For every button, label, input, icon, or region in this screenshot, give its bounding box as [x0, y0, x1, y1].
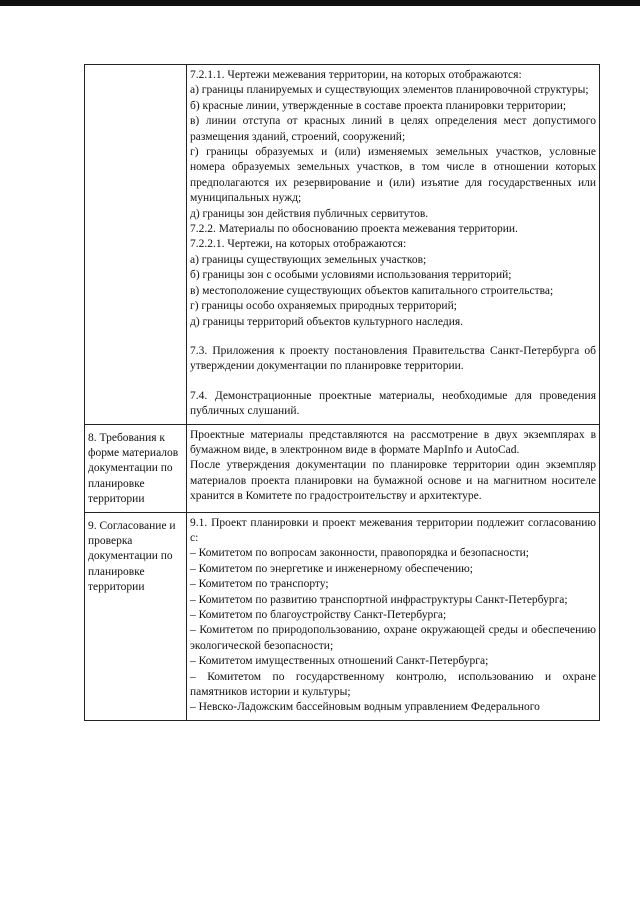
row-content [187, 512, 600, 720]
paragraph: – Комитетом по энергетике и инженерному обеспечению; [190, 562, 473, 575]
paragraph: а) границы планируемых и существующих элементов планировочной структуры; [190, 84, 589, 97]
paragraph: – Комитетом по природопользованию, охране окружающей среды и обеспечению экологической безопасности; [190, 624, 596, 652]
paragraph: 7.4. Демонстрационные проектные материалы, необходимые для проведения публичных слушаний. [190, 389, 596, 418]
paragraph: – Комитетом по развитию транспортной инфраструктуры Санкт-Петербурга; [190, 593, 568, 606]
paragraph: 7.2.2. Материалы по обоснованию проекта межевания территории. [190, 223, 518, 236]
paragraph: д) границы территорий объектов культурного наследия. [190, 315, 464, 328]
paragraph: – Комитетом по транспорту; [190, 578, 329, 591]
row-content [187, 424, 600, 512]
paragraph: 7.2.1.1. Чертежи межевания территории, на которых отображаются: [190, 69, 522, 81]
table-row [85, 512, 600, 720]
paragraph: 9.1. Проект планировки и проект межевания территории подлежит согласованию с: [190, 516, 596, 544]
spacer [190, 375, 596, 389]
row-label: 9. Согласование и проверка документации по планировке территории [85, 512, 187, 720]
row-content [187, 65, 600, 425]
paragraph: г) границы особо охраняемых природных территорий; [190, 300, 457, 313]
paragraph: б) границы зон с особыми условиями использования территорий; [190, 269, 512, 282]
paragraph: в) линии отступа от красных линий в целях определения мест допустимого размещения зданий, строений, сооружений; [190, 115, 596, 143]
paragraph: – Комитетом по вопросам законности, правопорядка и безопасности; [190, 547, 530, 560]
paragraph: б) красные линии, утвержденные в составе проекта планировки территории; [190, 99, 567, 112]
paragraph: в) местоположение существующих объектов капитального строительства; [190, 284, 554, 297]
row-label: 8. Требования к форме материалов документации по планировке территории [85, 424, 187, 512]
row-label [85, 65, 187, 425]
spacer [190, 330, 596, 344]
table-row [85, 65, 600, 425]
paragraph: а) границы существующих земельных участков; [190, 253, 427, 266]
paragraph: – Комитетом имущественных отношений Санкт-Петербурга; [190, 655, 489, 668]
requirements-table [84, 64, 600, 721]
paragraph: г) границы образуемых и (или) изменяемых земельных участков, условные номера образуемых земельных участков, в том числе в отношении которых предполагаются их резервирование и (или) изъятие для государственных или муниципальных нужд; [190, 146, 596, 205]
paragraph: д) границы зон действия публичных сервитутов. [190, 207, 429, 220]
paragraph: – Комитетом по государственному контролю, использованию и охране памятников истории и культуры; [190, 670, 596, 699]
top-rule [0, 0, 640, 6]
table-row [85, 424, 600, 512]
paragraph: 7.2.2.1. Чертежи, на которых отображаются: [190, 238, 407, 251]
paragraph: – Комитетом по благоустройству Санкт-Петербурга; [190, 609, 447, 621]
paragraph: 7.3. Приложения к проекту постановления Правительства Санкт-Петербурга об утверждении документации по планировке территории. [190, 344, 596, 373]
paragraph: – Невско-Ладожским бассейновым водным управлением Федерального [190, 701, 540, 714]
paragraph: После утверждения документации по планировке территории один экземпляр материалов проекта планировки на бумажной основе и на магнитном носителе хранится в Комитете по градостроительству и архитектуре. [190, 459, 596, 503]
paragraph: Проектные материалы представляются на рассмотрение в двух экземплярах в бумажном виде, в электронном виде в формате MapInfo и AutoCad. [190, 428, 596, 456]
